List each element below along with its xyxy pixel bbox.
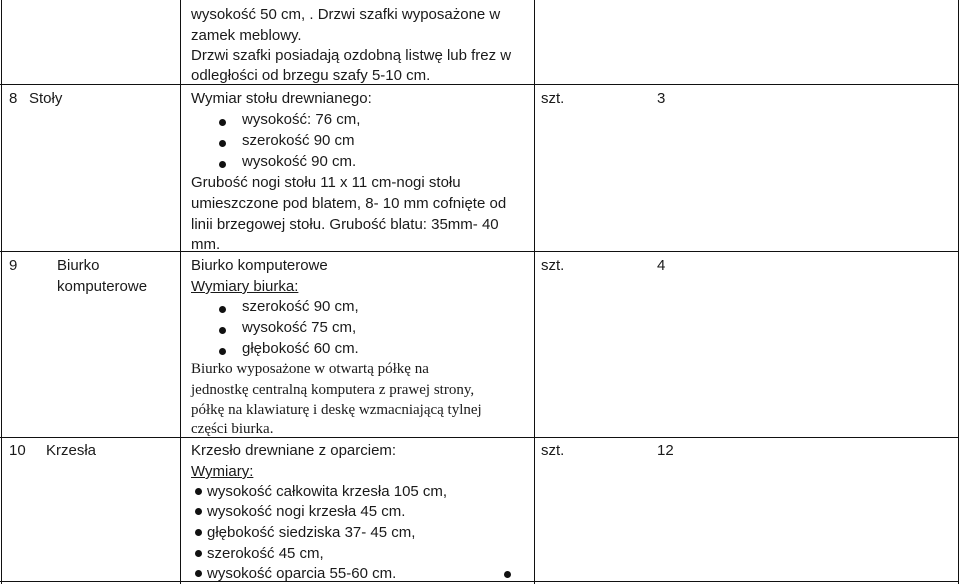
table-border-bottom	[0, 581, 959, 582]
bullet-item: wysokość nogi krzesła 45 cm.	[207, 503, 406, 520]
description-line: półkę na klawiaturę i deskę wzmacniającą tylnej	[191, 402, 482, 418]
unit: szt.	[541, 442, 565, 459]
description-line: Grubość nogi stołu 11 x 11 cm-nogi stołu	[191, 174, 461, 191]
item-name: komputerowe	[57, 278, 148, 295]
description-line: umieszczone pod blatem, 8- 10 mm cofnięte od	[191, 195, 507, 212]
table-border-right	[958, 0, 959, 584]
description-line: zamek meblowy.	[191, 27, 302, 44]
bullet-icon	[219, 119, 226, 126]
stray-bullet-icon	[504, 571, 511, 578]
row-divider-10	[0, 437, 959, 438]
bullet-icon	[219, 348, 226, 355]
row-divider-9	[0, 251, 959, 252]
row-number: 9	[9, 257, 18, 274]
bullet-icon	[219, 140, 226, 147]
row-number: 10	[9, 442, 26, 459]
column-divider-2	[534, 0, 535, 584]
bullet-item: wysokość oparcia 55-60 cm.	[207, 565, 397, 582]
bullet-icon	[195, 550, 202, 557]
dimensions-heading: Wymiary:	[191, 463, 254, 480]
bullet-icon	[219, 327, 226, 334]
description-line: części biurka.	[191, 421, 274, 437]
bullet-item: wysokość 90 cm.	[242, 153, 357, 170]
quantity: 3	[657, 90, 666, 107]
item-name: Krzesła	[46, 442, 97, 459]
bullet-icon	[195, 570, 202, 577]
item-name: Stoły	[29, 90, 63, 107]
bullet-icon	[195, 488, 202, 495]
column-divider-1	[180, 0, 181, 584]
description-intro: Krzesło drewniane z oparciem:	[191, 442, 397, 459]
bullet-item: szerokość 90 cm	[242, 132, 355, 149]
quantity: 12	[657, 442, 674, 459]
description-line: jednostkę centralną komputera z prawej strony,	[191, 382, 475, 398]
unit: szt.	[541, 90, 565, 107]
description-intro: Wymiar stołu drewnianego:	[191, 90, 372, 107]
quantity: 4	[657, 257, 666, 274]
unit: szt.	[541, 257, 565, 274]
description-line: mm.	[191, 236, 221, 253]
bullet-icon	[195, 529, 202, 536]
row-divider-8	[0, 84, 959, 85]
description-line: linii brzegowej stołu. Grubość blatu: 35mm- 40	[191, 216, 499, 233]
bullet-item: wysokość całkowita krzesła 105 cm,	[207, 483, 448, 500]
bullet-item: głębokość siedziska 37- 45 cm,	[207, 524, 416, 541]
description-line: Biurko wyposażone w otwartą półkę na	[191, 361, 429, 377]
dimensions-heading: Wymiary biurka:	[191, 278, 299, 295]
bullet-icon	[219, 161, 226, 168]
item-name: Biurko	[57, 257, 100, 274]
bullet-item: wysokość: 76 cm,	[242, 111, 361, 128]
bullet-item: szerokość 90 cm,	[242, 298, 359, 315]
table-border-left	[1, 0, 2, 584]
description-line: odległości od brzegu szafy 5-10 cm.	[191, 67, 431, 84]
row-number: 8	[9, 90, 18, 107]
bullet-icon	[219, 306, 226, 313]
bullet-item: głębokość 60 cm.	[242, 340, 359, 357]
description-line: Drzwi szafki posiadają ozdobną listwę lub frez w	[191, 47, 512, 64]
bullet-item: szerokość 45 cm,	[207, 545, 324, 562]
description-line: wysokość 50 cm, . Drzwi szafki wyposażone w	[191, 6, 501, 23]
bullet-icon	[195, 508, 202, 515]
bullet-item: wysokość 75 cm,	[242, 319, 357, 336]
description-intro: Biurko komputerowe	[191, 257, 328, 274]
